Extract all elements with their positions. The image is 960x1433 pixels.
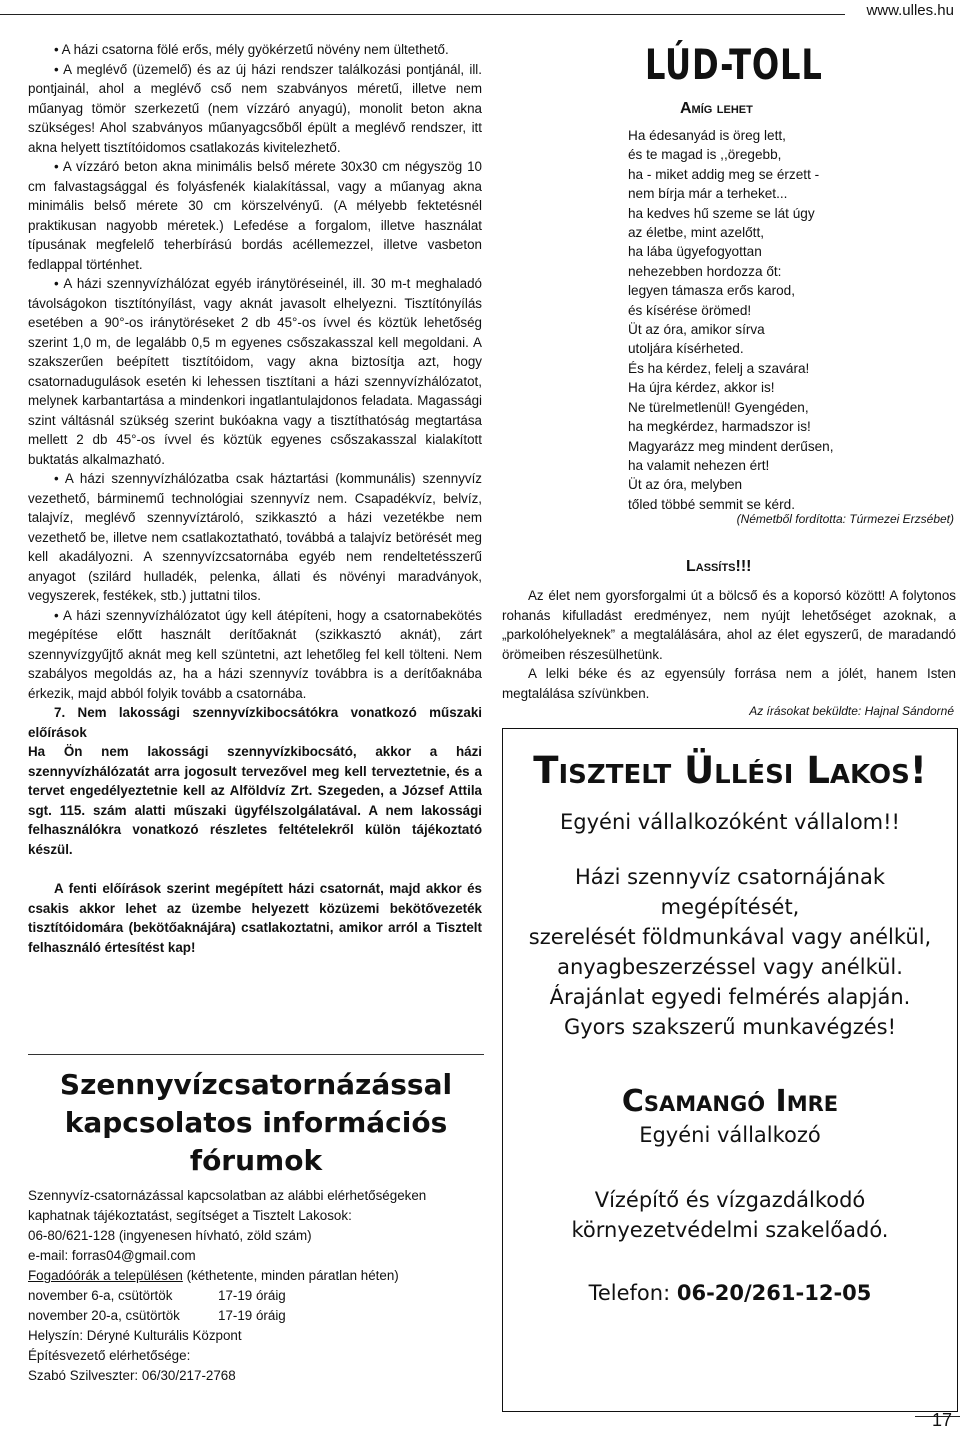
section7-body: Ha Ön nem lakossági szennyvízkibocsátó, akkor a házi szennyvízhálózatát arra jogosult tervezővel meg kell terveztetnie, és a tervet engedélyeztetnie kell az Alföldvíz Zrt. Szegeden, a József Attila sgt. 115. szám alatti műszaki ügyfélszolgálatával. A nem lakossági felhasználókra vonatkozó részletes feltételekről külön tájékoztató készül.	[28, 744, 482, 857]
forum-email[interactable]: e-mail: forras04@gmail.com	[28, 1248, 196, 1263]
section-title-lud-toll: LÚD-TOLL	[645, 40, 823, 89]
bullet-paragraph: • A házi szennyvízhálózatba csak háztartási (kommunális) szennyvíz vezethető, bárminemű technológiai szennyvíz nem. Csapadékvíz, belvíz, talajvíz, meglévő szennyvíztároló, szikkasztó a házi vezetékbe nem vezethető be, illetve nem csatlakoztatható, továbbá a talajvíz betörését meg kell akadályozni. A szennyvízcsatornába egyéb nem rendeltetésszerű anyagot (szilárd hulladék, pelenka, állati és növényi maradványok, vegyszerek, festékek, stb.) juttatni tilos.	[28, 469, 482, 606]
poem-line: utoljára kísérheted.	[628, 341, 744, 357]
left-column	[28, 40, 482, 957]
divider	[28, 1054, 484, 1055]
hours-label: Fogadóórák a településen	[28, 1268, 183, 1283]
forum-date-2: november 20-a, csütörtök 17-19 óráig	[28, 1308, 286, 1323]
poem-line: az életbe, mint azelőtt,	[628, 225, 765, 241]
poem-line: ha lába ügyefogyottan	[628, 244, 762, 260]
poem-line: nehezebben hordozza őt:	[628, 263, 782, 279]
poem-line: ha - miket addig meg se érzett -	[628, 166, 820, 182]
ad-trade: Vízépítő és vízgazdálkodó környezetvédelmi szakelőadó.	[571, 1188, 889, 1242]
lassits-text	[502, 586, 956, 703]
poem-line: Üt az óra, melyben	[628, 477, 743, 493]
bullet-paragraph: • A házi szennyvízhálózatot úgy kell átépíteni, hogy a csatornabekötés megépítése előtt használt derítőaknát (szikkasztó aknát), zárt szennyvízgyűjtő aknát meg kell szüntetni, azt lehetőleg fel kell tölteni. Nem szabályos megoldás az, ha a házi szennyvíz továbbra is a derítőaknába érkezik, majd abból folyik tovább a csatornába.	[28, 606, 482, 704]
forum-phone: 06-80/621-128 (ingyenesen hívható, zöld szám)	[28, 1228, 312, 1243]
poem-line: Üt az óra, amikor sírva	[628, 322, 765, 338]
ad-headline: Tisztelt Üllési Lakos!	[533, 749, 927, 792]
ad-services: Házi szennyvíz csatornájának megépítését, szerelését földmunkával vagy anélkül, anyagbeszerzéssel vagy anélkül. Árajánlat egyedi felmérés alapján. Gyors szakszerű munkavégzés!	[528, 865, 932, 1039]
poem-line: ha kedves hű szeme se lát úgy	[628, 205, 815, 221]
poem	[628, 126, 958, 514]
poem-line: Ha újra kérdez, akkor is!	[628, 380, 775, 396]
poem-line: Magyarázz meg mindent derűsen,	[628, 438, 834, 454]
ad-name: Csamangó Imre	[621, 1084, 839, 1119]
section7-title: 7. Nem lakossági szennyvízkibocsátókra vonatkozó műszaki előírások	[28, 705, 482, 740]
architect-contact: Szabó Szilveszter: 06/30/217-2768	[28, 1368, 236, 1383]
poem-line: és kísérése örömed!	[628, 302, 752, 318]
poem-line: Ne türelmetlenül! Gyengéden,	[628, 399, 809, 415]
forum-venue: Helyszín: Déryné Kulturális Központ	[28, 1328, 242, 1343]
poem-line: nem bírja már a terheket...	[628, 186, 788, 202]
poem-line: Ha édesanyád is öreg lett,	[628, 128, 786, 143]
forum-info	[28, 1186, 488, 1386]
poem-line: és te magad is ,,öregebb,	[628, 147, 782, 163]
ad-phone: Telefon: 06-20/261-12-05	[588, 1281, 872, 1305]
lassits-credit: Az írásokat beküldte: Hajnal Sándorné	[749, 704, 954, 718]
poem-line: ha megkérdez, harmadszor is!	[628, 419, 811, 435]
bullet-paragraph: • A házi csatorna fölé erős, mély gyökérzetű növény nem ültethető.	[28, 40, 482, 60]
forum-date-1: november 6-a, csütörtök 17-19 óráig	[28, 1288, 286, 1303]
forum-intro: Szennyvíz-csatornázással kapcsolatban az alábbi elérhetőségeken	[28, 1188, 427, 1203]
forum-hours	[28, 1266, 488, 1286]
advertisement-box	[502, 728, 958, 1412]
lassits-title: Lassíts!!!	[686, 558, 752, 575]
closing-note: A fenti előírások szerint megépített házi csatornát, majd akkor és csakis akkor lehet az üzembe helyezett közüzemi bekötővezeték tisztítóidomára (bekötőaknájára) csatlakoztatni, amikor arról a Tisztelt felhasználó értesítést kap!	[28, 881, 482, 955]
site-url[interactable]: www.ulles.hu	[866, 2, 954, 19]
ad-role: Egyéni vállalkozó	[639, 1123, 821, 1147]
bullet-paragraph: • A meglévő (üzemelő) és az új házi rendszer találkozási pontjánál, ill. pontjainál, ahol a meglévő cső nem szabványos méretű, illetve nem műanyag tömör szerkezetű (nem vízzáró anyagú), monolit beton akna szükséges! Ahol szabványos műanyagcsőből épült a meglévő rendszer, itt akna helyett tisztítóidomos csatlakozás kivitelezhető.	[28, 60, 482, 158]
page-number: 17	[931, 1410, 952, 1430]
poem-translation-credit: (Németből fordította: Túrmezei Erzsébet)	[736, 512, 954, 526]
bullet-paragraph: • A házi szennyvízhálózat egyéb iránytöréseinél, ill. 30 m-t meghaladó távolságokon tisztítónyílást, vagy aknát javasolt elhelyezni. Tisztítónyílás esetében a 90°-os iránytöréseket 2 db 45°-os ívvel és köztük lehetőség szerint 1,0 m, de legalább 0,5 m egyenes csőszakasszal kell megoldani. A szakszerűen beépített tisztítóidom, vagy akna biztosítja azt, hogy csatornadugulások esetén ki lehessen tisztítani a házi szennyvízhálózatot, melynek karbantartása a mindenkori ingatlantulajdonos feladata. Magassági szint váltásnál szükség szerint bukóakna vagy a tisztíthatóság megtartása mellett 2 db 45°-os ívvel és köztük egyenes csőszakasszal kialakított buktatás alkalmazható.	[28, 274, 482, 469]
forum-intro-2: kaphatnak tájékoztatást, segítséget a Tisztelt Lakosok:	[28, 1208, 352, 1223]
poem-line: legyen támasza erős karod,	[628, 283, 795, 299]
architect-label: Építésvezető elérhetősége:	[28, 1348, 191, 1363]
lassits-paragraph: A lelki béke és az egyensúly forrása nem a jólét, hanem Isten megtalálása szívünkben.	[502, 666, 956, 701]
bullet-paragraph: • A vízzáró beton akna minimális belső mérete 30x30 cm négyszög 10 cm falvastagsággal és folyásfenék kialakítással, vagy a műanyag akna minimális belső mérete 30 cm körszelvényű. (A mélyebb fektetésnél praktikusan nagyobb méretek.) Lefedése a forgalom, illetve használat típusának megfelelő teherbírású bordás acéllemezzel, illetve vasbeton fedlappal történhet.	[28, 157, 482, 274]
header-rule	[0, 14, 845, 15]
hours-note: (kéthetente, minden páratlan héten)	[182, 1268, 399, 1283]
poem-title: Amíg lehet	[680, 100, 753, 117]
poem-line: ha valamit nehezen ért!	[628, 457, 770, 473]
forum-title: Szennyvízcsatornázással kapcsolatos információs fórumok	[59, 1068, 453, 1177]
lassits-paragraph: Az élet nem gyorsforgalmi út a bölcső és a koporsó között! A folytonos rohanás kifulladást eredményez, nem nyújt lehetőséget azoknak, a „parkolóhelyeknek” a megtalálására, ahol az élet egyszerű, de maradandó örömeiben részesülhetünk.	[502, 588, 956, 662]
ad-offer: Egyéni vállalkozóként vállalom!!	[560, 810, 900, 834]
poem-line: És ha kérdez, felelj a szavára!	[628, 360, 810, 376]
poem-line: tőled többé semmit se kérd.	[628, 496, 795, 512]
